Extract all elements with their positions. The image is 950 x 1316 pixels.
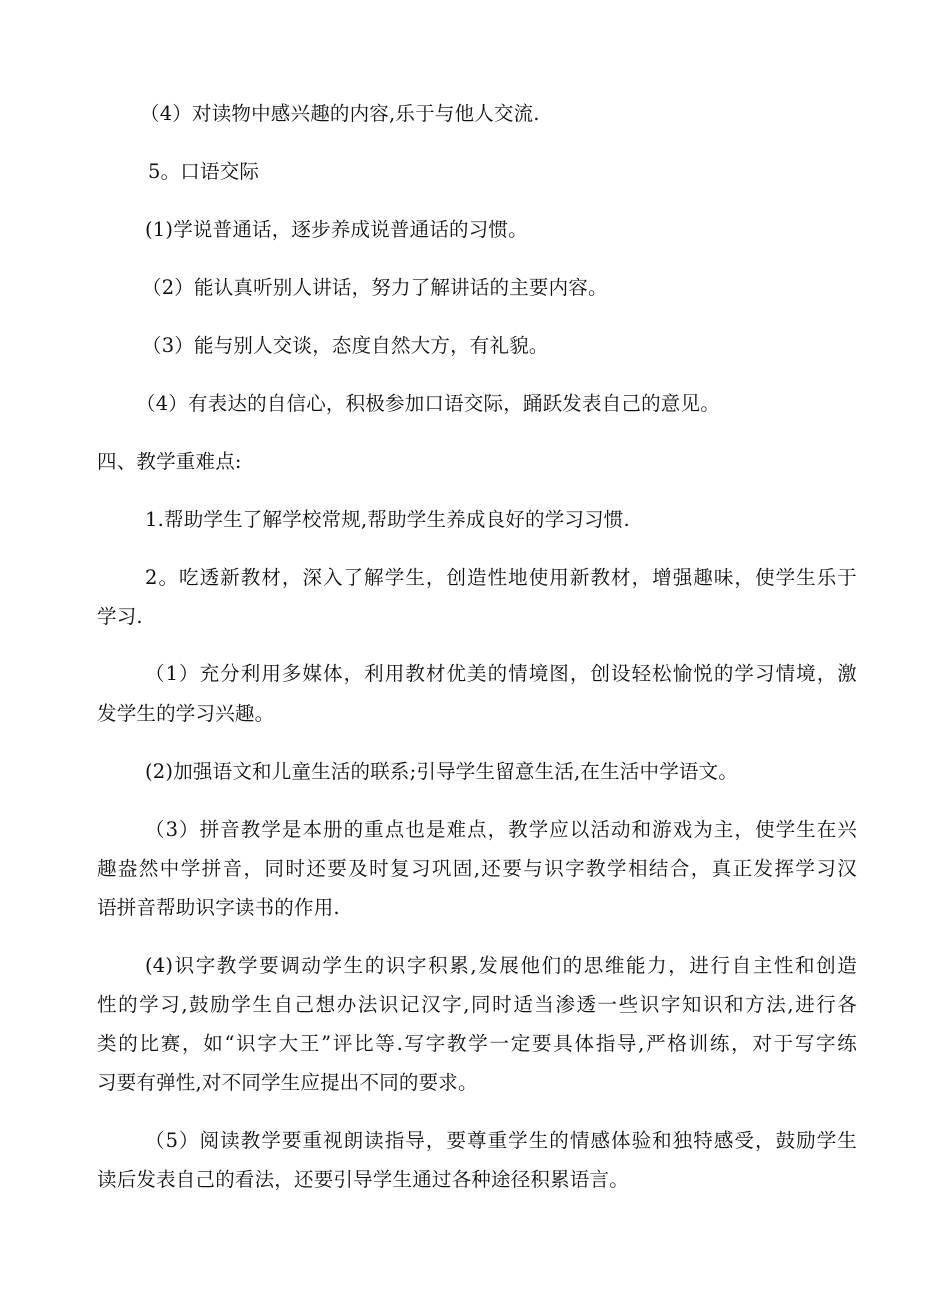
key-point-2-sub-5-line-2: 读后发表自己的看法，还要引导学生通过各种途径积累语言。 (97, 1168, 629, 1191)
key-point-2-sub-4-line-4: 习要有弹性,对不同学生应提出不同的要求。 (97, 1071, 478, 1094)
key-point-2-sub-1-line-1: （1）充分利用多媒体，利用教材优美的情境图，创设轻松愉悦的学习情境，激 (145, 662, 857, 685)
key-point-2-sub-4-line-3: 类的比赛，如“识字大王”评比等.写字教学一定要具体指导,严格训练，对于写字练 (97, 1032, 857, 1055)
oral-item-1: (1)学说普通话，逐步养成说普通话的习惯。 (145, 218, 528, 241)
key-point-2-sub-1-line-2: 发学生的学习兴趣。 (97, 702, 275, 725)
oral-item-3: （3）能与别人交谈，态度自然大方，有礼貌。 (142, 334, 549, 357)
oral-item-2: （2）能认真听别人讲话，努力了解讲话的主要内容。 (142, 276, 608, 299)
key-point-2-sub-3-line-2: 趣盎然中学拼音，同时还要及时复习巩固,还要与识字教学相结合，真正发挥学习汉 (97, 857, 857, 880)
key-point-2-sub-4-line-2: 性的学习,鼓励学生自己想办法识记汉字,同时适当渗透一些识字知识和方法,进行各 (97, 993, 857, 1016)
section-oral-communication-heading: 5。口语交际 (148, 160, 260, 183)
key-point-2-sub-3-line-1: （3）拼音教学是本册的重点也是难点，教学应以活动和游戏为主，使学生在兴 (145, 818, 857, 841)
key-point-2-sub-3-line-3: 语拼音帮助识字读书的作用. (97, 896, 340, 919)
oral-item-4: （4）有表达的自信心，积极参加口语交际，踊跃发表自己的意见。 (136, 392, 720, 415)
key-point-1: 1.帮助学生了解学校常规,帮助学生养成良好的学习习惯. (145, 508, 630, 531)
section-four-heading: 四、教学重难点: (97, 450, 242, 473)
key-point-2-sub-4-line-1: (4)识字教学要调动学生的识字积累,发展他们的思维能力，进行自主性和创造 (145, 954, 857, 977)
key-point-2-sub-5-line-1: （5）阅读教学要重视朗读指导，要尊重学生的情感体验和独特感受，鼓励学生 (145, 1129, 857, 1152)
reading-item-4: （4）对读物中感兴趣的内容,乐于与他人交流. (140, 102, 540, 125)
key-point-2-line-1: 2。吃透新教材，深入了解学生，创造性地使用新教材，增强趣味，使学生乐于 (145, 566, 857, 589)
key-point-2-sub-2: (2)加强语文和儿童生活的联系;引导学生留意生活,在生活中学语文。 (145, 760, 738, 783)
key-point-2-line-2: 学习. (97, 605, 143, 628)
